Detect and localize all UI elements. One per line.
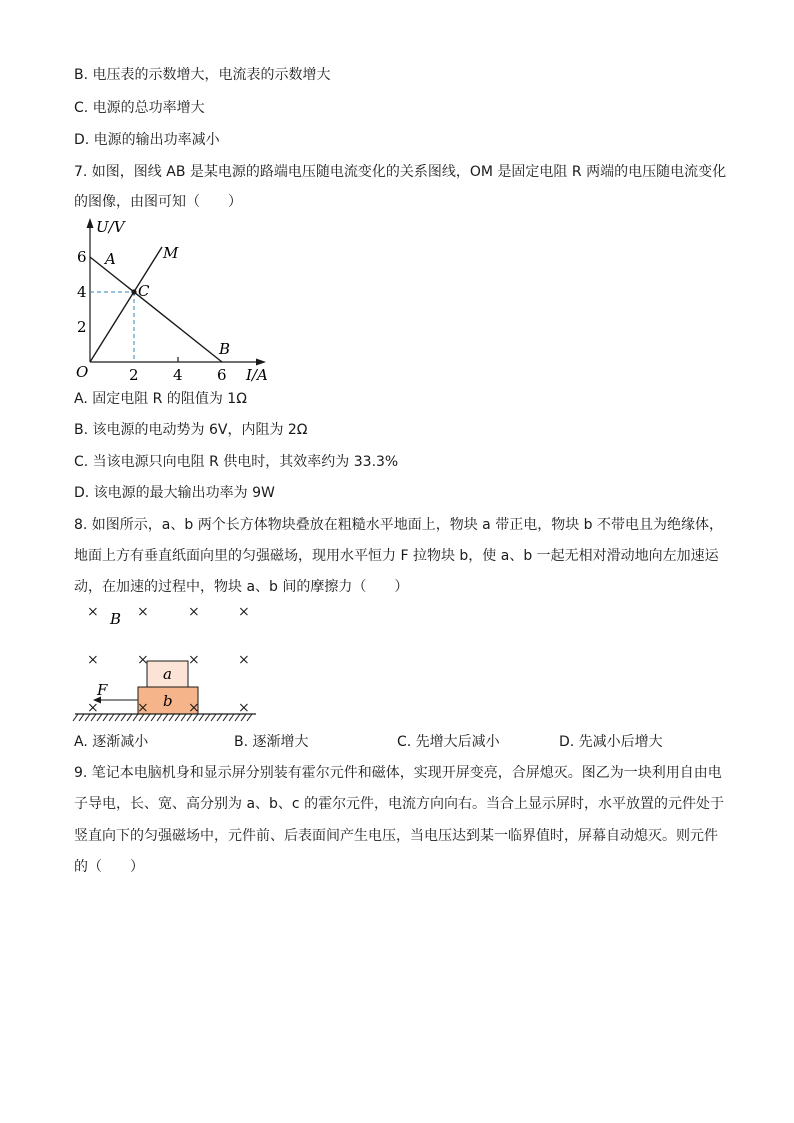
- q8-option-c: C. 先增大后减小: [397, 734, 500, 750]
- hatch-stroke: [79, 714, 84, 721]
- field-cross: ×: [188, 700, 200, 716]
- hatch-stroke: [199, 714, 204, 721]
- x-axis-label: I/A: [246, 366, 268, 384]
- q8-blocks-figure: [70, 598, 270, 728]
- force-label: F: [97, 681, 108, 699]
- field-cross: ×: [137, 604, 149, 620]
- hatch-stroke: [157, 714, 162, 721]
- point-a-label: A: [105, 250, 116, 268]
- field-cross: ×: [137, 700, 149, 716]
- hatch-stroke: [103, 714, 108, 721]
- field-cross: ×: [137, 652, 149, 668]
- x-tick-2: 2: [129, 366, 139, 384]
- field-cross: ×: [188, 652, 200, 668]
- q6-option-d: D. 电源的输出功率减小: [74, 132, 220, 148]
- x-tick-4: 4: [173, 366, 183, 384]
- hatch-stroke: [121, 714, 126, 721]
- point-c-label: C: [138, 282, 150, 300]
- q9-stem-line1: 9. 笔记本电脑机身和显示屏分别装有霍尔元件和磁体，实现开屏变亮，合屏熄灭。图乙为一块利用自由电: [74, 765, 722, 781]
- q7-option-c: C. 当该电源只向电阻 R 供电时，其效率约为 33.3%: [74, 454, 399, 470]
- q7-ui-graph: [70, 212, 280, 387]
- ground-hatching: [73, 714, 252, 721]
- point-m-label: M: [163, 244, 179, 262]
- block-a-label: a: [163, 665, 172, 683]
- hatch-stroke: [151, 714, 156, 721]
- hatch-stroke: [169, 714, 174, 721]
- q7-stem-line1: 7. 如图，图线 AB 是某电源的路端电压随电流变化的关系图线，OM 是固定电阻 R 两端的电压随电流变化: [74, 164, 727, 180]
- q8-options: [74, 732, 714, 752]
- hatch-stroke: [229, 714, 234, 721]
- q8-stem-line2: 地面上方有垂直纸面向里的匀强磁场，现用水平恒力 F 拉物块 b，使 a、b 一起无相对滑动地向左加速运: [74, 548, 719, 564]
- q8-option-b: B. 逐渐增大: [234, 734, 309, 750]
- field-cross: ×: [238, 652, 250, 668]
- q9-stem-line3: 竖直向下的匀强磁场中，元件前、后表面间产生电压，当电压达到某一临界值时，屏幕自动熄灭。则元件: [74, 828, 718, 844]
- q6-option-b: B. 电压表的示数增大，电流表的示数增大: [74, 67, 331, 83]
- x-axis-arrow: [256, 359, 266, 366]
- field-cross: ×: [188, 604, 200, 620]
- hatch-stroke: [127, 714, 132, 721]
- field-cross: ×: [238, 700, 250, 716]
- field-cross: ×: [238, 604, 250, 620]
- q8-option-d: D. 先减小后增大: [559, 734, 663, 750]
- field-cross: ×: [87, 604, 99, 620]
- q8-stem-line3: 动，在加速的过程中，物块 a、b 间的摩擦力（ ）: [74, 579, 409, 595]
- x-tick-6: 6: [217, 366, 227, 384]
- field-cross: ×: [87, 700, 99, 716]
- q9-stem-line4: 的（ ）: [74, 859, 144, 875]
- point-b-label: B: [219, 340, 231, 358]
- hatch-stroke: [109, 714, 114, 721]
- y-tick-2: 2: [77, 318, 87, 336]
- line-ab: [90, 257, 222, 362]
- hatch-stroke: [211, 714, 216, 721]
- hatch-stroke: [181, 714, 186, 721]
- hatch-stroke: [73, 714, 78, 721]
- y-tick-4: 4: [77, 283, 87, 301]
- q7-option-a: A. 固定电阻 R 的阻值为 1Ω: [74, 391, 247, 407]
- hatch-stroke: [115, 714, 120, 721]
- line-om: [90, 247, 162, 362]
- field-label: B: [110, 610, 122, 628]
- q6-option-c: C. 电源的总功率增大: [74, 100, 205, 116]
- hatch-stroke: [175, 714, 180, 721]
- hatch-stroke: [217, 714, 222, 721]
- q8-stem-line1: 8. 如图所示，a、b 两个长方体物块叠放在粗糙水平地面上，物块 a 带正电，物块 b 不带电且为绝缘体，: [74, 517, 723, 533]
- hatch-stroke: [163, 714, 168, 721]
- hatch-stroke: [223, 714, 228, 721]
- q9-stem-line2: 子导电，长、宽、高分别为 a、b、c 的霍尔元件，电流方向向右。当合上显示屏时，水平放置的元件处于: [74, 796, 725, 812]
- hatch-stroke: [205, 714, 210, 721]
- q8-option-a: A. 逐渐减小: [74, 734, 149, 750]
- y-axis-label: U/V: [96, 218, 125, 236]
- q7-option-b: B. 该电源的电动势为 6V，内阻为 2Ω: [74, 422, 308, 438]
- block-b-label: b: [163, 692, 173, 710]
- y-axis-arrow: [87, 218, 94, 228]
- origin-label: O: [76, 363, 89, 381]
- field-cross: ×: [87, 652, 99, 668]
- y-tick-6: 6: [77, 248, 87, 266]
- point-c-dot: [131, 289, 136, 294]
- q7-option-d: D. 该电源的最大输出功率为 9W: [74, 485, 275, 501]
- q7-stem-line2: 的图像，由图可知（ ）: [74, 194, 242, 210]
